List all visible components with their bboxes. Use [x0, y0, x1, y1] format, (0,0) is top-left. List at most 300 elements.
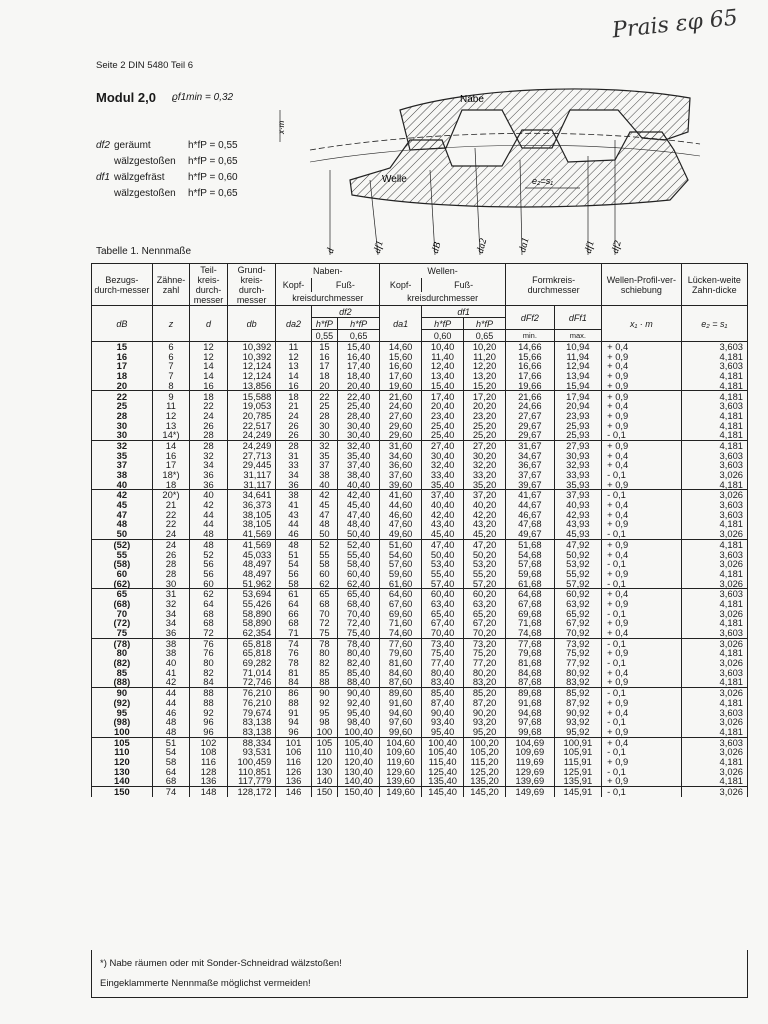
table-cell: 3,603 [681, 737, 747, 747]
table-cell: 120,40 [338, 757, 380, 767]
table-cell: 67,60 [380, 599, 422, 609]
table-cell: 4,181 [681, 352, 747, 362]
table-cell: 31,67 [506, 440, 555, 450]
table-cell: 116 [276, 757, 311, 767]
table-cell: 42,40 [338, 490, 380, 500]
table-cell: 76,210 [227, 688, 276, 698]
table-cell: 76 [276, 648, 311, 658]
table-cell: 84,68 [506, 668, 555, 678]
table-cell: 47,40 [422, 539, 464, 549]
table-cell: 64 [152, 767, 190, 777]
table-cell: 20,40 [422, 401, 464, 411]
table-cell: 69,282 [227, 658, 276, 668]
table-cell: - 0,1 [602, 609, 682, 619]
table-cell: 11,94 [554, 352, 602, 362]
table-cell: 149,69 [506, 786, 555, 796]
table-row [92, 727, 748, 737]
table-cell: 12 [190, 352, 228, 362]
param-value: h*fP = 0,65 [188, 188, 238, 199]
table-cell: 115,20 [464, 757, 506, 767]
table-cell: + 0,4 [602, 707, 682, 717]
table-row [92, 618, 748, 628]
table-cell: 35,40 [422, 480, 464, 490]
table-cell: 54 [276, 559, 311, 569]
table-cell: 52 [311, 539, 338, 549]
table-cell: 4,181 [681, 411, 747, 421]
table-cell: - 0,1 [602, 688, 682, 698]
val-060: 0,60 [422, 330, 464, 342]
table-cell: 20,20 [464, 401, 506, 411]
table-cell: 41,569 [227, 539, 276, 549]
table-cell: 74,60 [380, 628, 422, 638]
table-cell: 20 [311, 381, 338, 391]
table-cell: 79,674 [227, 707, 276, 717]
table-cell: + 0,9 [602, 411, 682, 421]
table-cell: 146 [276, 786, 311, 796]
table-row [92, 599, 748, 609]
table-cell: 44,60 [380, 500, 422, 510]
table-cell: 37 [92, 460, 153, 470]
table-cell: 22,40 [338, 391, 380, 401]
table-cell: 48 [190, 529, 228, 539]
table-cell: 20,94 [554, 401, 602, 411]
table-cell: 54,68 [506, 549, 555, 559]
table-cell: 3,026 [681, 786, 747, 796]
table-cell: 125,40 [422, 767, 464, 777]
table-cell: 60 [190, 579, 228, 589]
table-cell: 29,60 [380, 421, 422, 431]
table-cell: 11 [152, 401, 190, 411]
table-cell: 21,60 [380, 391, 422, 401]
table-cell: 37,40 [338, 460, 380, 470]
table-cell: + 0,4 [602, 549, 682, 559]
table-cell: 82 [311, 658, 338, 668]
header-wellen-kreisdurchmesser: kreisdurchmesser [380, 292, 506, 306]
table-cell: 109,69 [506, 747, 555, 757]
table-cell: 87,20 [464, 698, 506, 708]
table-cell: 60 [311, 569, 338, 579]
table-cell: 72 [190, 628, 228, 638]
table-cell: 6 [152, 352, 190, 362]
table-cell: 83,20 [464, 677, 506, 687]
table-cell: (98) [92, 717, 153, 727]
table-cell: 4,181 [681, 430, 747, 440]
table-cell: 3,026 [681, 767, 747, 777]
table-cell: 43,40 [422, 519, 464, 529]
label-xm: x·m [277, 120, 286, 134]
table-cell: 90,40 [338, 688, 380, 698]
table-cell: 100,459 [227, 757, 276, 767]
table-cell: 6 [152, 342, 190, 352]
table-cell: + 0,9 [602, 648, 682, 658]
table-cell: 90 [311, 688, 338, 698]
table-cell: 40,93 [554, 500, 602, 510]
table-cell: 37,20 [464, 490, 506, 500]
table-cell: 88,334 [227, 737, 276, 747]
table-row [92, 510, 748, 520]
table-cell: 18*) [152, 470, 190, 480]
table-cell: 61,68 [506, 579, 555, 589]
table-cell: 17,60 [380, 371, 422, 381]
table-cell: 19,053 [227, 401, 276, 411]
table-cell: 89,68 [506, 688, 555, 698]
sym-d: d [190, 306, 228, 342]
header-zaehnezahl: Zähne-zahl [152, 264, 190, 306]
table-row [92, 391, 748, 401]
table-cell: 42 [190, 500, 228, 510]
table-cell: 36,373 [227, 500, 276, 510]
table-cell: 14,60 [380, 342, 422, 352]
table-row [92, 786, 748, 796]
table-cell: 80,92 [554, 668, 602, 678]
table-cell: 53,92 [554, 559, 602, 569]
param-symbol: df1 [96, 172, 110, 183]
table-cell: 76 [190, 638, 228, 648]
table-cell: 73,20 [464, 638, 506, 648]
table-cell: 128 [190, 767, 228, 777]
table-cell: 26 [152, 549, 190, 559]
table-cell: 71,60 [380, 618, 422, 628]
table-cell: + 0,9 [602, 618, 682, 628]
table-cell: 74,68 [506, 628, 555, 638]
label-da1: da1 [517, 236, 532, 254]
table-cell: 55 [311, 549, 338, 559]
table-cell: 98,40 [338, 717, 380, 727]
table-cell: 12,124 [227, 371, 276, 381]
table-cell: 56 [190, 569, 228, 579]
table-cell: 28,40 [338, 411, 380, 421]
table-cell: 78 [311, 638, 338, 648]
table-cell: 14 [152, 440, 190, 450]
table-cell: 11 [276, 342, 311, 352]
nominal-dimensions-table [91, 263, 748, 797]
label-da2: da2 [474, 237, 490, 255]
table-cell: 95 [311, 707, 338, 717]
table-cell: 45 [92, 500, 153, 510]
table-cell: (78) [92, 638, 153, 648]
header-grundkreis: Grund-kreis-durch-messer [227, 264, 276, 306]
table-cell: 149,60 [380, 786, 422, 796]
table-cell: 51,68 [506, 539, 555, 549]
table-cell: 4,181 [681, 539, 747, 549]
table-cell: 40,20 [464, 500, 506, 510]
table-cell: 95 [92, 707, 153, 717]
table-cell: 31 [152, 589, 190, 599]
table-cell: 117,779 [227, 776, 276, 786]
table-cell: 13,94 [554, 371, 602, 381]
table-cell: 67,20 [464, 618, 506, 628]
table-cell: 17 [92, 361, 153, 371]
table-cell: 93,20 [464, 717, 506, 727]
table-cell: 60 [92, 569, 153, 579]
table-cell: 92 [311, 698, 338, 708]
table-cell: 30 [152, 579, 190, 589]
table-cell: 53,694 [227, 589, 276, 599]
table-row [92, 352, 748, 362]
table-cell: 20*) [152, 490, 190, 500]
table-cell: 88 [276, 698, 311, 708]
table-cell: + 0,9 [602, 776, 682, 786]
table-cell: 18,40 [338, 371, 380, 381]
table-cell: 18 [92, 371, 153, 381]
header-wellen-fuss: Fuß- [422, 278, 506, 292]
header-formkreis: Formkreis-durchmesser [506, 264, 602, 306]
table-cell: 26 [190, 421, 228, 431]
table-row [92, 539, 748, 549]
table-cell: 50,40 [422, 549, 464, 559]
table-cell: 48 [311, 519, 338, 529]
table-cell: 16 [152, 451, 190, 461]
table-cell: 3,603 [681, 361, 747, 371]
table-cell: 56 [190, 559, 228, 569]
table-cell: 40,40 [338, 480, 380, 490]
table-cell: 130 [92, 767, 153, 777]
table-cell: 105,40 [422, 747, 464, 757]
table-cell: 24 [276, 411, 311, 421]
table-cell: 58 [276, 579, 311, 589]
table-cell: 45,40 [422, 529, 464, 539]
table-cell: 3,026 [681, 717, 747, 727]
table-cell: 150 [311, 786, 338, 796]
table-row [92, 747, 748, 757]
sym-db: db [227, 306, 276, 342]
table-cell: 12,20 [464, 361, 506, 371]
table-row [92, 519, 748, 529]
table-cell: + 0,4 [602, 510, 682, 520]
table-cell: (88) [92, 677, 153, 687]
table-cell: 17 [311, 361, 338, 371]
table-row [92, 579, 748, 589]
table-cell: 30,93 [554, 451, 602, 461]
table-cell: 36 [190, 470, 228, 480]
table-cell: 110,851 [227, 767, 276, 777]
sym-e2: e₂ = s₁ [681, 306, 747, 342]
table-cell: 46 [276, 529, 311, 539]
table-cell: 42,20 [464, 510, 506, 520]
table-cell: 44 [152, 688, 190, 698]
table-cell: - 0,1 [602, 767, 682, 777]
table-cell: 38 [152, 648, 190, 658]
table-cell: 18 [152, 480, 190, 490]
table-cell: + 0,9 [602, 440, 682, 450]
table-cell: 126 [276, 767, 311, 777]
table-cell: 100 [311, 727, 338, 737]
table-cell: 88,40 [338, 677, 380, 687]
table-cell: 24 [152, 529, 190, 539]
table-cell: 76 [190, 648, 228, 658]
sym-dFf2: dFf2 [506, 306, 555, 330]
table-cell: 86 [276, 688, 311, 698]
table-cell: 28 [152, 569, 190, 579]
page-reference: Seite 2 DIN 5480 Teil 6 [96, 60, 193, 71]
table-cell: 92,40 [338, 698, 380, 708]
table-cell: 85,92 [554, 688, 602, 698]
table-cell: 16 [311, 352, 338, 362]
table-cell: 101 [276, 737, 311, 747]
table-cell: 63,20 [464, 599, 506, 609]
table-cell: 30 [92, 421, 153, 431]
table-cell: 46,67 [506, 510, 555, 520]
table-cell: 74 [152, 786, 190, 796]
table-cell: 116 [190, 757, 228, 767]
label-db: dB [429, 241, 444, 255]
table-cell: 54 [152, 747, 190, 757]
table-cell: 4,181 [681, 698, 747, 708]
table-cell: 38 [311, 470, 338, 480]
table-cell: 82,40 [338, 658, 380, 668]
table-cell: 32 [311, 440, 338, 450]
label-d: d [324, 246, 337, 255]
header-wellen: Wellen- [380, 264, 506, 278]
table-cell: 110,40 [338, 747, 380, 757]
table-cell: 80,40 [338, 648, 380, 658]
table-cell: 27,67 [506, 411, 555, 421]
param-value: h*fP = 0,65 [188, 156, 238, 167]
table-cell: 94 [276, 717, 311, 727]
table-row [92, 638, 748, 648]
table-cell: 57,92 [554, 579, 602, 589]
table-cell: 36,67 [506, 460, 555, 470]
table-cell: 3,603 [681, 401, 747, 411]
table-cell: 88 [311, 677, 338, 687]
table-cell: 29,67 [506, 430, 555, 440]
sym-da2: da2 [276, 306, 311, 342]
table-cell: 43 [276, 510, 311, 520]
table-cell: 36 [190, 480, 228, 490]
table-cell: 95,92 [554, 727, 602, 737]
table-cell: 36 [152, 628, 190, 638]
table-cell: 77,40 [422, 658, 464, 668]
table-cell: 62,354 [227, 628, 276, 638]
table-row [92, 371, 748, 381]
table-cell: 64,60 [380, 589, 422, 599]
table-cell: 65,40 [338, 589, 380, 599]
table-cell: 125,20 [464, 767, 506, 777]
table-cell: 38 [92, 470, 153, 480]
table-cell: - 0,1 [602, 579, 682, 589]
table-cell: 25 [311, 401, 338, 411]
label-es: e₂=s₁ [532, 176, 554, 186]
table-cell: 25,40 [422, 430, 464, 440]
param-method: geräumt [114, 140, 151, 151]
table-cell: 102 [190, 737, 228, 747]
table-cell: 85 [92, 668, 153, 678]
header-bezugsdurchmesser: Bezugs-durch-messer [92, 264, 153, 306]
table-cell: 42 [311, 490, 338, 500]
table-cell: 47,40 [338, 510, 380, 520]
spline-profile-diagram [270, 70, 710, 260]
table-cell: 56 [276, 569, 311, 579]
table-cell: 24,249 [227, 440, 276, 450]
sym-hfp-naben-b: h*fP [338, 318, 380, 330]
table-cell: 45,20 [464, 529, 506, 539]
table-cell: (82) [92, 658, 153, 668]
sym-hfp-naben-a: h*fP [311, 318, 338, 330]
table-cell: 44,67 [506, 500, 555, 510]
table-cell: 65 [92, 589, 153, 599]
table-cell: 65,40 [422, 609, 464, 619]
table-cell: 74 [276, 638, 311, 648]
sym-df1: df1 [422, 306, 506, 318]
table-cell: 32 [92, 440, 153, 450]
table-cell: 12 [276, 352, 311, 362]
table-cell: 135,40 [422, 776, 464, 786]
table-cell: + 0,9 [602, 677, 682, 687]
table-cell: 57,60 [380, 559, 422, 569]
table-cell: 50,92 [554, 549, 602, 559]
table-cell: 28 [152, 559, 190, 569]
table-cell: 45,93 [554, 529, 602, 539]
table-cell: 27,20 [464, 440, 506, 450]
table-cell: 51,962 [227, 579, 276, 589]
table-cell: 13,856 [227, 381, 276, 391]
table-cell: 35,40 [338, 451, 380, 461]
parameter-list [96, 138, 276, 202]
table-row [92, 737, 748, 747]
module-title: Modul 2,0 [96, 90, 156, 105]
table-cell: 84 [190, 677, 228, 687]
table-cell: + 0,9 [602, 599, 682, 609]
table-cell: 3,603 [681, 589, 747, 599]
table-cell: 33,20 [464, 470, 506, 480]
table-cell: 88 [190, 688, 228, 698]
table-cell: 96 [190, 717, 228, 727]
table-cell: 53,40 [422, 559, 464, 569]
table-cell: 59,68 [506, 569, 555, 579]
table-cell: + 0,9 [602, 519, 682, 529]
table-cell: 4,181 [681, 776, 747, 786]
table-cell: 42,40 [422, 510, 464, 520]
table-cell: 95,40 [338, 707, 380, 717]
table-cell: 92 [190, 707, 228, 717]
table-cell: 28 [311, 411, 338, 421]
table-cell: 36 [276, 480, 311, 490]
table-cell: 3,603 [681, 451, 747, 461]
table-cell: 7 [152, 361, 190, 371]
footnote-2: Eingeklammerte Nennmaße möglichst vermeiden! [100, 978, 311, 989]
table-cell: 4,181 [681, 480, 747, 490]
table-cell: 3,026 [681, 470, 747, 480]
table-row [92, 677, 748, 687]
table-row [92, 411, 748, 421]
table-cell: - 0,1 [602, 658, 682, 668]
table-row [92, 500, 748, 510]
table-cell: 148 [190, 786, 228, 796]
header-profilverschiebung: Wellen-Profil-ver-schiebung [602, 264, 682, 306]
header-wellen-kopf: Kopf- [380, 278, 422, 292]
table-cell: 135,91 [554, 776, 602, 786]
table-cell: 49,67 [506, 529, 555, 539]
table-cell: 4,181 [681, 569, 747, 579]
table-cell: 34 [152, 618, 190, 628]
table-cell: 60,20 [464, 589, 506, 599]
table-cell: 4,181 [681, 391, 747, 401]
table-cell: 22 [152, 510, 190, 520]
table-cell: 11,40 [422, 352, 464, 362]
table-cell: 90,92 [554, 707, 602, 717]
table-cell: 44 [152, 698, 190, 708]
table-cell: 105 [92, 737, 153, 747]
table-row [92, 698, 748, 708]
table-cell: 46,60 [380, 510, 422, 520]
table-cell: 35 [92, 451, 153, 461]
table-cell: 58,40 [338, 559, 380, 569]
table-cell: 21 [152, 500, 190, 510]
table-cell: 61,60 [380, 579, 422, 589]
table-cell: 94,60 [380, 707, 422, 717]
table-cell: 3,026 [681, 688, 747, 698]
table-cell: 19,60 [380, 381, 422, 391]
